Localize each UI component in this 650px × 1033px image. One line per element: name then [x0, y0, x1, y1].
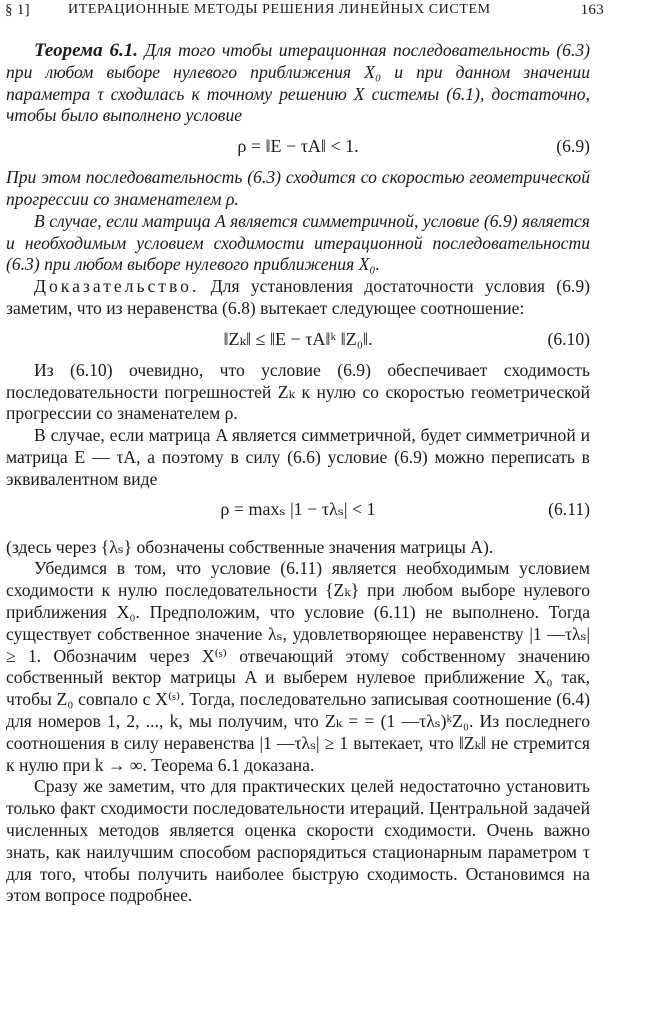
equation-number: (6.11) [548, 498, 590, 519]
page-number: 163 [580, 2, 604, 18]
proof-intro-text: Для установления достаточности условия (6.9) заметим, что из неравенства (6.8) вытекает следующее соотношение: [6, 276, 590, 318]
equation-number: (6.9) [556, 136, 590, 157]
proof-paragraph-1: Из (6.10) очевидно, что условие (6.9) обеспечивает сходимость последовательности погрешностей Zₖ к нулю со скоростью геометрической прогрессии со знаменателем ρ. [6, 359, 590, 424]
proof-intro [6, 276, 590, 320]
proof-label: Доказательство. [34, 276, 200, 297]
equation-6-11 [6, 493, 590, 535]
page-body [6, 40, 590, 907]
equation-formula: ρ = maxₛ |1 − τλₛ| < 1 [220, 498, 376, 519]
closing-paragraph: Сразу же заметим, что для практических целей недостаточно установить только факт сходимости последовательности итераций. Центральной задачей численных методов является оценка скорости сходимости. Очень важно знать, как наилучшим способом распорядиться стационарным параметром τ для того, чтобы получить наиболее быструю сходимость. Остановимся на этом вопросе подробнее. [6, 776, 590, 906]
equation-6-10 [6, 322, 590, 358]
equation-number: (6.10) [547, 328, 590, 349]
theorem-rate-text: При этом последовательность (6.3) сходится со скоростью геометрической прогрессии со знаменателем ρ. [6, 167, 590, 209]
running-title: ИТЕРАЦИОННЫЕ МЕТОДЫ РЕШЕНИЯ ЛИНЕЙНЫХ СИСТЕМ [68, 2, 491, 17]
theorem-label: Теорема 6.1. [34, 40, 138, 61]
section-marker: § 1] [5, 2, 30, 18]
proof-paragraph-4: Убедимся в том, что условие (6.11) является необходимым условием сходимости к нулю последовательности {Zₖ} при любом выборе нулевого приближения X₀. Предположим, что условие (6.11) не выполнено. Тогда существует собственное значение λₛ, удовлетворяющее неравенству |1 —τλₛ| ≥ 1. Обозначим через X⁽ˢ⁾ отвечающий этому собственному значению собственный вектор матрицы A и выберем нулевое приближение X₀ так, чтобы Z₀ совпало с X⁽ˢ⁾. Тогда, последовательно записывая соотношение (6.4) для номеров 1, 2, ..., k, мы получим, что Zₖ = = (1 —τλₛ)ᵏZ₀. Из последнего соотношения в силу неравенства |1 —τλₛ| ≥ 1 вытекает, что ‖Zₖ‖ не стремится к нулю при k → ∞. Теорема 6.1 доказана. [6, 558, 590, 775]
proof-paragraph-2: В случае, если матрица A является симметричной, будет симметричной и матрица E — τA, а поэтому в силу (6.6) условие (6.9) можно переписать в эквивалентном виде [6, 425, 590, 489]
proof-paragraph-3: (здесь через {λₛ} обозначены собственные значения матрицы A). [6, 536, 494, 557]
theorem-symmetric-text: В случае, если матрица A является симметричной, условие (6.9) является и необходимым условием сходимости итерационной последовательности (6.3) при любом выборе нулевого приближения X₀. [6, 210, 590, 275]
theorem-statement: Для того чтобы итерационная последовательность (6.3) при любом выборе нулевого приближения X₀ и при данном значении параметра τ сходилась к точному решению X системы (6.1), достаточно, чтобы было выполнено условие [6, 40, 591, 126]
equation-6-9 [6, 129, 590, 165]
equation-formula: ‖Zₖ‖ ≤ ‖E − τA‖ᵏ ‖Z₀‖. [223, 328, 373, 349]
theorem-paragraph [6, 40, 590, 127]
equation-formula: ρ = ‖E − τA‖ < 1. [237, 136, 359, 157]
running-header [5, 2, 604, 26]
